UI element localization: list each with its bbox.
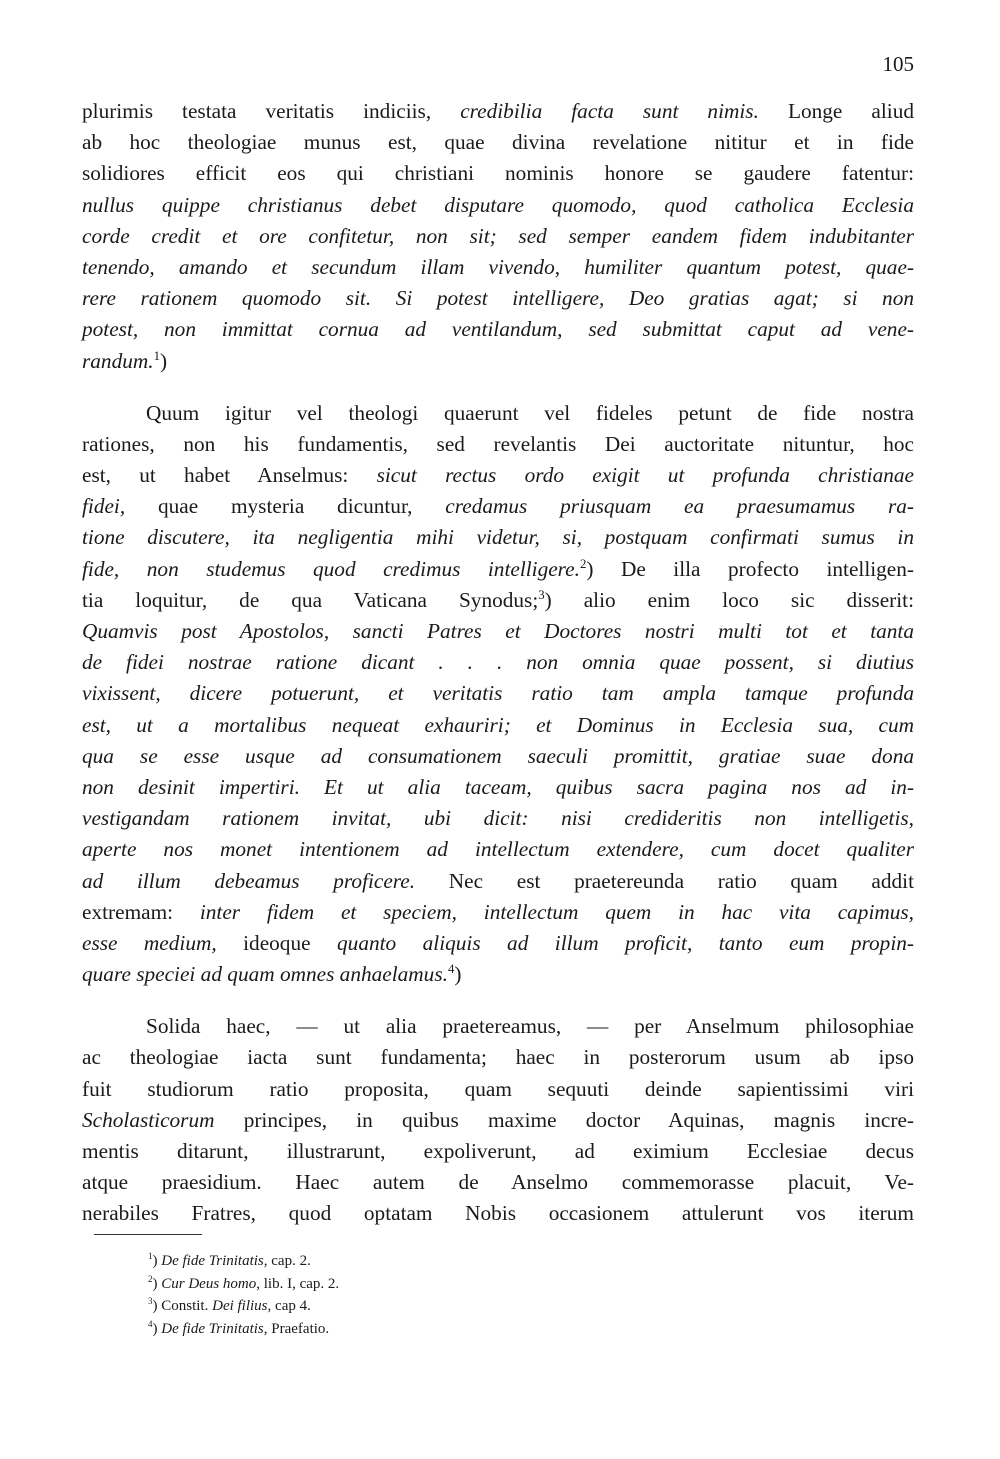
text-line: atque praesidium. Haec autem de Anselmo commemorasse placuit, Ve- [82, 1170, 914, 1195]
footnotes [148, 1250, 648, 1340]
text-line: aperte nos monet intentionem ad intellectum extendere, cum docet qualiter [82, 837, 914, 862]
text-line: mentis ditarunt, illustrarunt, expoliverunt, ad eximium Ecclesiae decus [82, 1139, 914, 1163]
text-line: Scholasticorum principes, in quibus maxime doctor Aquinas, magnis incre- [82, 1107, 914, 1132]
footnote-3 [148, 1295, 648, 1318]
text-line: potest, non immittat cornua ad ventilandum, sed submittat caput ad vene- [82, 317, 914, 342]
footnote-1 [148, 1250, 648, 1273]
footnote-mark: $^1$) [148, 1251, 162, 1269]
text-line: solidiores efficit eos qui christiani nominis honore se gaudere fatentur: [82, 161, 914, 186]
text-line: Quum igitur vel theologi quaerunt vel fideles petunt de fide nostra [146, 400, 914, 425]
footnote-mark: $^2$) [148, 1273, 162, 1292]
text-line: esse medium, ideoque quanto aliquis ad illum proficit, tanto eum propin- [82, 930, 914, 955]
text-line: nerabiles Fratres, quod optatam Nobis occasionem attulerunt vos iterum [82, 1201, 914, 1226]
text-line: vixissent, dicere potuerunt, et veritatis ratio tam ampla tamque profunda [82, 681, 914, 706]
text-line: est, ut habet Anselmus: sicut rectus ordo exigit ut profunda christianae [82, 463, 914, 488]
text-line: plurimis testata veritatis indiciis, credibilia facta sunt nimis. Longe aliud [82, 99, 914, 123]
paragraph-2 [82, 398, 914, 991]
text-line: corde credit et ore confitetur, non sit; sed semper eandem fidem indubitanter [82, 223, 914, 248]
paragraph-gap [82, 377, 914, 398]
footnote-4 [148, 1318, 648, 1341]
text-line: Solida haec, — ut alia praetereamus, — per Anselmum philosophiae [146, 1014, 914, 1039]
text-line: qua se esse usque ad consumationem saeculi promittit, gratiae suae dona [82, 743, 914, 768]
footnote-text: De fide Trinitatis, Praefatio. [161, 1320, 330, 1337]
body-text [82, 96, 914, 1230]
text-line: extremam: inter fidem et speciem, intellectum quem in hac vita capimus, [82, 899, 914, 924]
text-line: tia loquitur, de qua Vaticana Synodus;$^3$) alio enim loco sic disserit: [82, 587, 914, 612]
text-line: fide, non studemus quod credimus intelligere.$^2$) De illa profecto intelligen- [82, 556, 914, 581]
text-line: ac theologiae iacta sunt fundamenta; haec in posterorum usum ab ipso [82, 1045, 914, 1070]
footnote-text: Cur Deus homo, lib. I, cap. 2. [161, 1275, 340, 1292]
text-line: rationes, non his fundamentis, sed revelantis Dei auctoritate nituntur, hoc [82, 431, 914, 456]
paragraph-gap [82, 990, 914, 1011]
paragraph-3 [82, 1011, 914, 1229]
page-number: 105 [882, 52, 914, 76]
footnote-text: De fide Trinitatis, cap. 2. [161, 1253, 311, 1269]
text-line: vestigandam rationem invitat, ubi dicit: nisi credideritis non intelligetis, [82, 806, 914, 831]
text-line: rere rationem quomodo sit. Si potest intelligere, Deo gratias agat; si non [82, 286, 914, 311]
footnote-mark: $^3$) [148, 1296, 162, 1314]
paragraph-1 [82, 96, 914, 377]
text-line: randum.$^1$) [82, 348, 168, 373]
footnote-mark: $^4$) [148, 1318, 162, 1337]
footnote-divider [94, 1234, 202, 1235]
text-line: nullus quippe christianus debet disputare quomodo, quod catholica Ecclesia [82, 192, 914, 217]
text-line: quare speciei ad quam omnes anhaelamus.$^4$) [82, 961, 462, 987]
text-line: fidei, quae mysteria dicuntur, credamus priusquam ea praesumamus ra- [82, 494, 914, 519]
footnote-2 [148, 1273, 648, 1296]
text-line: tione discutere, ita negligentia mihi videtur, si, postquam confirmati sumus in [82, 525, 914, 550]
text-line: ab hoc theologiae munus est, quae divina revelatione nititur et in fide [82, 130, 914, 155]
footnote-text: Constit. Dei filius, cap 4. [161, 1298, 311, 1314]
text-line: fuit studiorum ratio proposita, quam sequuti deinde sapientissimi viri [82, 1076, 914, 1101]
text-line: non desinit impertiri. Et ut alia taceam, quibus sacra pagina nos ad in- [82, 774, 914, 799]
text-line: de fidei nostrae ratione dicant . . . non omnia quae possent, si diutius [82, 650, 914, 675]
text-line: ad illum debeamus proficere. Nec est praetereunda ratio quam addit [82, 868, 914, 893]
text-line: Quamvis post Apostolos, sancti Patres et Doctores nostri multi tot et tanta [82, 619, 914, 643]
text-line: tenendo, amando et secundum illam vivendo, humiliter quantum potest, quae- [82, 254, 914, 279]
text-line: est, ut a mortalibus nequeat exhauriri; et Dominus in Ecclesia sua, cum [82, 712, 914, 737]
